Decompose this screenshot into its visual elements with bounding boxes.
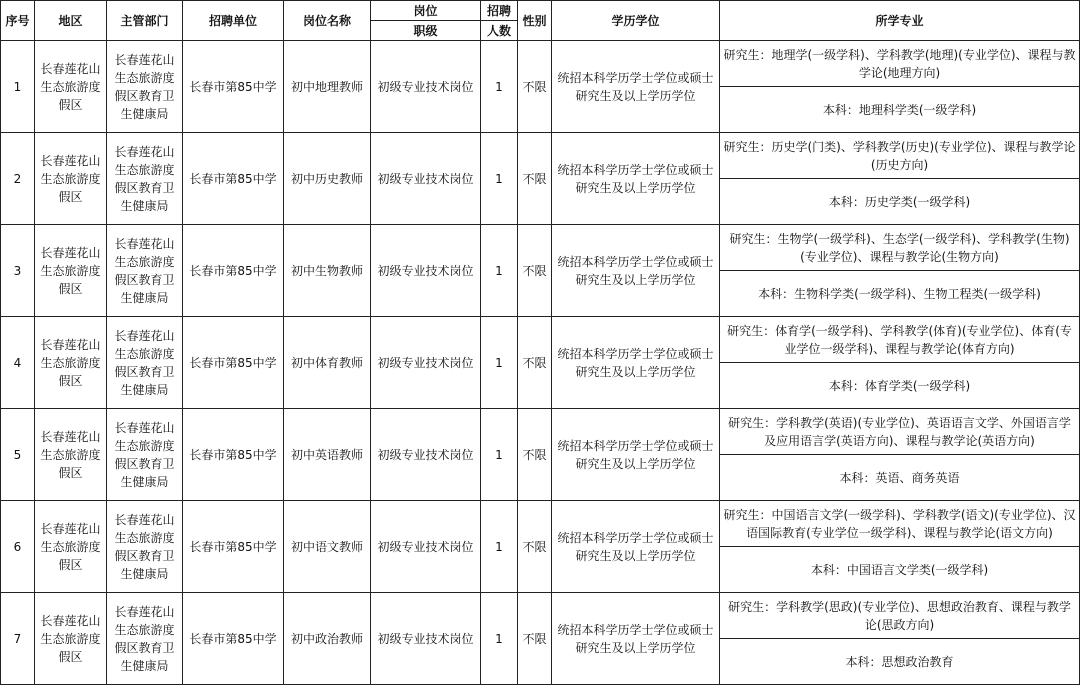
header-employer: 招聘单位 <box>183 1 284 41</box>
cell-employer: 长春市第85中学 <box>183 317 284 409</box>
cell-region: 长春莲花山生态旅游度假区 <box>35 317 107 409</box>
cell-degree: 统招本科学历学士学位或硕士研究生及以上学历学位 <box>552 133 720 225</box>
cell-count: 1 <box>481 317 518 409</box>
cell-department: 长春莲花山生态旅游度假区教育卫生健康局 <box>107 593 183 685</box>
cell-index: 5 <box>1 409 35 501</box>
cell-gender: 不限 <box>518 225 552 317</box>
cell-level: 初级专业技术岗位 <box>371 409 481 501</box>
cell-degree: 统招本科学历学士学位或硕士研究生及以上学历学位 <box>552 501 720 593</box>
cell-level: 初级专业技术岗位 <box>371 133 481 225</box>
cell-undergrad-major: 本科：思想政治教育 <box>720 639 1080 685</box>
cell-count: 1 <box>481 225 518 317</box>
cell-department: 长春莲花山生态旅游度假区教育卫生健康局 <box>107 317 183 409</box>
header-department: 主管部门 <box>107 1 183 41</box>
header-major: 所学专业 <box>720 1 1080 41</box>
cell-index: 4 <box>1 317 35 409</box>
cell-graduate-major: 研究生：历史学(门类)、学科教学(历史)(专业学位)、课程与教学论(历史方向) <box>720 133 1080 179</box>
cell-degree: 统招本科学历学士学位或硕士研究生及以上学历学位 <box>552 225 720 317</box>
header-index: 序号 <box>1 1 35 41</box>
cell-level: 初级专业技术岗位 <box>371 225 481 317</box>
cell-gender: 不限 <box>518 317 552 409</box>
header-headcount-group: 招聘 <box>481 1 518 21</box>
cell-gender: 不限 <box>518 133 552 225</box>
cell-graduate-major: 研究生：生物学(一级学科)、生态学(一级学科)、学科教学(生物)(专业学位)、课程与教学论(生物方向) <box>720 225 1080 271</box>
header-headcount-sub: 人数 <box>481 21 518 41</box>
cell-index: 6 <box>1 501 35 593</box>
table-header <box>1 1 1080 41</box>
cell-count: 1 <box>481 501 518 593</box>
cell-position: 初中政治教师 <box>284 593 371 685</box>
cell-degree: 统招本科学历学士学位或硕士研究生及以上学历学位 <box>552 317 720 409</box>
cell-employer: 长春市第85中学 <box>183 225 284 317</box>
cell-employer: 长春市第85中学 <box>183 593 284 685</box>
cell-department: 长春莲花山生态旅游度假区教育卫生健康局 <box>107 41 183 133</box>
cell-region: 长春莲花山生态旅游度假区 <box>35 41 107 133</box>
table-row <box>1 409 1080 455</box>
cell-gender: 不限 <box>518 593 552 685</box>
cell-position: 初中语文教师 <box>284 501 371 593</box>
cell-undergrad-major: 本科：中国语言文学类(一级学科) <box>720 547 1080 593</box>
cell-undergrad-major: 本科：历史学类(一级学科) <box>720 179 1080 225</box>
cell-level: 初级专业技术岗位 <box>371 41 481 133</box>
cell-gender: 不限 <box>518 409 552 501</box>
table-row <box>1 593 1080 639</box>
table-row <box>1 41 1080 87</box>
header-position: 岗位名称 <box>284 1 371 41</box>
header-degree: 学历学位 <box>552 1 720 41</box>
cell-region: 长春莲花山生态旅游度假区 <box>35 593 107 685</box>
cell-region: 长春莲花山生态旅游度假区 <box>35 409 107 501</box>
table-body <box>1 41 1080 685</box>
cell-position: 初中体育教师 <box>284 317 371 409</box>
cell-degree: 统招本科学历学士学位或硕士研究生及以上学历学位 <box>552 409 720 501</box>
header-post-level: 职级 <box>371 21 481 41</box>
cell-gender: 不限 <box>518 501 552 593</box>
cell-level: 初级专业技术岗位 <box>371 593 481 685</box>
table-row <box>1 501 1080 547</box>
table-row <box>1 317 1080 363</box>
cell-department: 长春莲花山生态旅游度假区教育卫生健康局 <box>107 225 183 317</box>
cell-region: 长春莲花山生态旅游度假区 <box>35 225 107 317</box>
table-row <box>1 133 1080 179</box>
table-row <box>1 225 1080 271</box>
cell-undergrad-major: 本科：生物科学类(一级学科)、生物工程类(一级学科) <box>720 271 1080 317</box>
cell-index: 3 <box>1 225 35 317</box>
cell-gender: 不限 <box>518 41 552 133</box>
cell-position: 初中地理教师 <box>284 41 371 133</box>
cell-employer: 长春市第85中学 <box>183 501 284 593</box>
cell-level: 初级专业技术岗位 <box>371 501 481 593</box>
cell-department: 长春莲花山生态旅游度假区教育卫生健康局 <box>107 409 183 501</box>
cell-degree: 统招本科学历学士学位或硕士研究生及以上学历学位 <box>552 593 720 685</box>
cell-count: 1 <box>481 409 518 501</box>
cell-index: 1 <box>1 41 35 133</box>
cell-position: 初中历史教师 <box>284 133 371 225</box>
cell-position: 初中生物教师 <box>284 225 371 317</box>
header-post-group: 岗位 <box>371 1 481 21</box>
cell-region: 长春莲花山生态旅游度假区 <box>35 133 107 225</box>
cell-department: 长春莲花山生态旅游度假区教育卫生健康局 <box>107 133 183 225</box>
cell-position: 初中英语教师 <box>284 409 371 501</box>
cell-department: 长春莲花山生态旅游度假区教育卫生健康局 <box>107 501 183 593</box>
cell-graduate-major: 研究生：学科教学(思政)(专业学位)、思想政治教育、课程与教学论(思政方向) <box>720 593 1080 639</box>
cell-graduate-major: 研究生：地理学(一级学科)、学科教学(地理)(专业学位)、课程与教学论(地理方向) <box>720 41 1080 87</box>
cell-count: 1 <box>481 41 518 133</box>
cell-graduate-major: 研究生：学科教学(英语)(专业学位)、英语语言文学、外国语言学及应用语言学(英语方向)、课程与教学论(英语方向) <box>720 409 1080 455</box>
cell-degree: 统招本科学历学士学位或硕士研究生及以上学历学位 <box>552 41 720 133</box>
header-gender: 性别 <box>518 1 552 41</box>
cell-count: 1 <box>481 133 518 225</box>
cell-undergrad-major: 本科：体育学类(一级学科) <box>720 363 1080 409</box>
cell-index: 7 <box>1 593 35 685</box>
cell-undergrad-major: 本科：英语、商务英语 <box>720 455 1080 501</box>
cell-undergrad-major: 本科：地理科学类(一级学科) <box>720 87 1080 133</box>
cell-region: 长春莲花山生态旅游度假区 <box>35 501 107 593</box>
cell-level: 初级专业技术岗位 <box>371 317 481 409</box>
cell-graduate-major: 研究生：中国语言文学(一级学科)、学科教学(语文)(专业学位)、汉语国际教育(专业学位一级学科)、课程与教学论(语文方向) <box>720 501 1080 547</box>
cell-employer: 长春市第85中学 <box>183 133 284 225</box>
cell-index: 2 <box>1 133 35 225</box>
cell-count: 1 <box>481 593 518 685</box>
cell-graduate-major: 研究生：体育学(一级学科)、学科教学(体育)(专业学位)、体育(专业学位一级学科)、课程与教学论(体育方向) <box>720 317 1080 363</box>
cell-employer: 长春市第85中学 <box>183 409 284 501</box>
header-region: 地区 <box>35 1 107 41</box>
cell-employer: 长春市第85中学 <box>183 41 284 133</box>
